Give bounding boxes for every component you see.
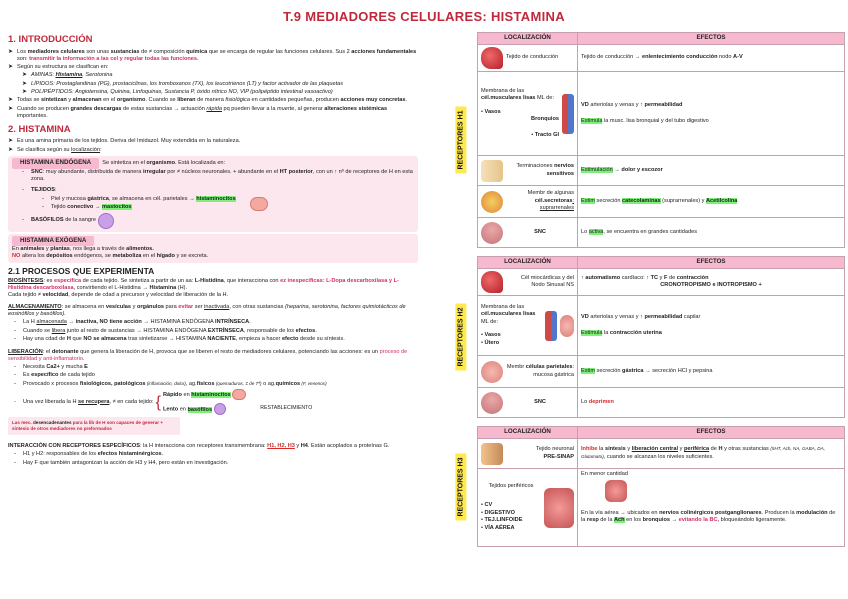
- receptores-h2-table: [477, 256, 845, 418]
- almacenamiento-item: - Hay una cdad de H que NO se almacena tras sintetizarse → HISTAMINA NACIENTE, empieza a hacer efecto desde su síntesis.: [14, 335, 345, 342]
- vessel-icon: [562, 94, 574, 134]
- basophil-icon: [98, 213, 114, 229]
- table-row: Membr de algunas cél.secretoras: suprarrenales Estim secreción catecolaminas (suprarrenales) y Acetilcolina: [478, 186, 845, 218]
- liberacion-item: - Necesita Ca2+ y mucha E: [14, 364, 88, 371]
- exogena-title: HISTAMINA EXÓGENA: [12, 236, 94, 246]
- receptores-h2-label: RECEPTORES H2: [455, 304, 466, 371]
- histamina-heading: 2. HISTAMINA: [8, 123, 71, 135]
- histamina-item: ➤ Es una amina primaria de los tejidos. Deriva del Imidazol. Muy extendida en la naturaleza.: [8, 138, 241, 145]
- biosintesis-paragraph: BIOSÍNTESIS: es específica de cada tejido. Se sintetiza a partir de un aa: L-Histidina, que interacciona con ez inespecíficas: L-Dopa descarboxilasa y L-Histidina descarboxilasa, convirtiendo el L-Histidina → Histamina (H). Cada tejido ≠ velocidad, depende de cdad a precursor y velocidad de liberación de la H.: [8, 277, 399, 299]
- table-row: SNC Lo activa, se encuentra en grandes cantidades: [478, 218, 845, 248]
- table-row: Membr células parietales: mucosa gástrica Estim secreción gástrica → secreción HCl y pepsina: [478, 356, 845, 388]
- intro-subitem: ➤ LÍPIDOS: Prostaglandinas (PG), prostaciclinas, los tromboxanos (TX), los leucotrienos (LT) y factor activador de las plaquetas: [22, 80, 344, 87]
- body-organs-icon: [544, 488, 574, 528]
- table-row: Cél miocárdicas y del Nodo Sinusal NS ↑ automatismo cardíaco: ↑ TC y F de contracción CRONOTROPISMO e INOTROPISMO +: [478, 269, 845, 296]
- procesos-heading: 2.1 PROCESOS QUE EXPERIMENTA: [8, 265, 155, 276]
- table-row: SNC Lo deprimen: [478, 388, 845, 418]
- brain-icon: [481, 392, 503, 414]
- heart-icon: [481, 47, 503, 69]
- table-row: Tejido neuronal PRE-SINAP Inhibe la síntesis y liberación central y periférica de H y otras sustancias (5HT, Ach, NA, GABA, DA, Glutamato), cuando se alcanzan los niveles suficientes.: [478, 439, 845, 469]
- intro-subitem: ➤ POLIPÉPTIDOS: Angiotensina, Quinina, Linfoquinas, Sustancia P, óxido nítrico NO, VIP (polipéptido intestinal vasoactivo): [22, 89, 333, 95]
- exogena-box: HISTAMINA EXÓGENA En animales y plantas, nos llega a través de alimentos. NO altera los depósitos endógenos, se metaboliza en el hígado y se excreta.: [8, 234, 418, 263]
- stomach-icon: [481, 361, 503, 383]
- endogena-box: HISTAMINA ENDÓGENA Se sintetiza en el organismo. Está localizada en: - SNC: muy abundante, distribuida de manera irregular por ≠ núcleos neuronales. + abundante en el HT posterior, con un ↑ nº de receptores de H en esta zona. - TEJIDOS : - Piel y mucosa gástrica, se almacena en cél. parietales → histaminocitos - Tejido conectivo → mastocitos - BASÓFILOS de la sangre: [8, 156, 418, 231]
- vessel-icon: [545, 311, 557, 341]
- basophil-icon: [214, 403, 226, 415]
- page-title: T.9 MEDIADORES CELULARES: HISTAMINA: [283, 9, 565, 24]
- receptores-h1-label: RECEPTORES H1: [455, 107, 466, 174]
- receptores-h1-table: [477, 32, 845, 248]
- col-localizacion: LOCALIZACIÓN: [478, 257, 578, 269]
- interaccion-paragraph: INTERACCIÓN CON RECEPTORES ESPECÍFICOS: la H interacciona con receptores transmembrana: H1, H2, H3 y H4. Están acoplados a proteínas G.: [8, 443, 390, 450]
- almacenamiento-item: - La H almacenada → inactiva, NO tiene acción → HISTAMINA ENDÓGENA INTRÍNSECA.: [14, 319, 251, 326]
- nerve-icon: [481, 160, 503, 182]
- table-row: Membrana de las cél.musculares lisas ML de: • Vasos • Útero VD arteriolas y venas y ↑ permeabilidad capilar Estimula la contracción uterina: [478, 296, 845, 356]
- adrenal-icon: [481, 191, 503, 213]
- liberacion-item: - Es específico de cada tejido: [14, 372, 95, 379]
- note-box: Las mec. desencadenantes para la lib de H son capaces de generar + síntesis de otros mediadores no preformados: [8, 417, 180, 435]
- receptores-h3-label: RECEPTORES H3: [455, 453, 466, 520]
- intro-item: ➤ Según su estructura se clasifican en:: [8, 63, 109, 70]
- receptores-h3-block: [450, 426, 845, 547]
- table-row: Tejidos periféricos • CV • DIGESTIVO • TEJ.LINFOIDE • VÍA AÉREA En menor cantidad En la vía aérea → ubicados en nervios colinérgicos postganglionares. Producen la modulación de la resp de la Ach en los bronquios → evitando la BC, bloqueándolo ligeramente.: [478, 469, 845, 547]
- col-efectos: EFECTOS: [578, 33, 845, 45]
- restablecimiento-label: RESTABLECIMIENTO: [260, 404, 313, 411]
- receptores-h3-table: [477, 426, 845, 547]
- intro-item: ➤ Los mediadores celulares son unas sustancias de ≠ composición química que se encarga de regular las funciones celulares. Sus 2 acciones fundamentales son: transmitir la información a las cel y regular todas las funciones.: [8, 48, 417, 62]
- col-localizacion: LOCALIZACIÓN: [478, 33, 578, 45]
- receptores-h1-block: [450, 32, 845, 248]
- almacenamiento-paragraph: ALMACENAMIENTO: se almacena en vesículas y orgánulos para evitar ser inactivada, con otras sustancias (heparina, serotonina, factores quimiotácticos de eosinófilos y basófilos).: [8, 303, 406, 318]
- liberacion-item: - Provocado x procesos fisiológicos, patológicos (inflamación, dolor), ag.físicos (quemaduras, ≠ de Tª) o ag.químicos (F, venenos): [14, 380, 327, 387]
- table-row: Terminaciones nervios sensitivos Estimulación → dolor y escozor: [478, 156, 845, 186]
- table-row: Tejido de conducción Tejido de conducción → enlentecimiento conducción nodo A-V: [478, 45, 845, 72]
- left-column: [8, 34, 418, 468]
- endogena-title: HISTAMINA ENDÓGENA: [12, 158, 99, 168]
- almacenamiento-item: - Cuando se libera junto al resto de sustancias → HISTAMINA ENDÓGENA EXTRÍNSECA, responsable de los efectos.: [14, 327, 317, 334]
- intro-item: ➤ Todas se sintetizan y almacenan en el organismo. Cuando se liberan de manera fisiológica en cantidades pequeñas, producen acciones muy concretas.: [8, 97, 408, 104]
- interaccion-item: - H1 y H2: responsables de los efectos histaminérgicos.: [14, 451, 164, 458]
- liberacion-paragraph: LIBERACIÓN: el detonante que genera la liberación de H, provoca que se liberen el resto de mediadores celulares, potenciando las acciones: es un proceso de sensibilidad y anti-inflamatorio.: [8, 348, 408, 363]
- heart-icon: [481, 271, 503, 293]
- liberacion-item: - Una vez liberada la H se recupera, ≠ en cada tejido: { Rápido en histaminocitos Lento en basófilos RESTABLECIMIENTO: [8, 389, 418, 415]
- table-row: Membrana de las cél.musculares lisas ML de: • Vasos Bronquios • Tracto GI VD arteriolas y venas y ↑ permeabilidad Estimula la musc. lisa bronquial y del tubo digestivo: [478, 72, 845, 156]
- brain-icon: [481, 222, 503, 244]
- intro-item: ➤ Cuando se producen grandes descargas de estas sustancias → actuación rápida pq pueden llevar a la muerte, al generar alteraciones sistémicas importantes.: [8, 105, 388, 120]
- stomach-icon: [232, 389, 246, 400]
- col-efectos: EFECTOS: [578, 257, 845, 269]
- lungs-icon: [605, 480, 627, 502]
- right-column: [450, 32, 845, 555]
- col-localizacion: LOCALIZACIÓN: [478, 427, 578, 439]
- uterus-icon: [560, 315, 574, 337]
- intro-heading: 1. INTRODUCCIÓN: [8, 34, 93, 45]
- col-efectos: EFECTOS: [578, 427, 845, 439]
- receptores-h2-block: [450, 256, 845, 418]
- stomach-icon: [250, 197, 268, 211]
- histamina-item: ➤ Se clasifica según su localización:: [8, 146, 102, 153]
- interaccion-item: - Hay F que también antagonizan la acción de H3 y H4, pero están en investigación.: [14, 459, 229, 466]
- intro-subitem: ➤ AMINAS: Histamina, Serotonina: [22, 72, 113, 79]
- neuron-icon: [481, 443, 503, 465]
